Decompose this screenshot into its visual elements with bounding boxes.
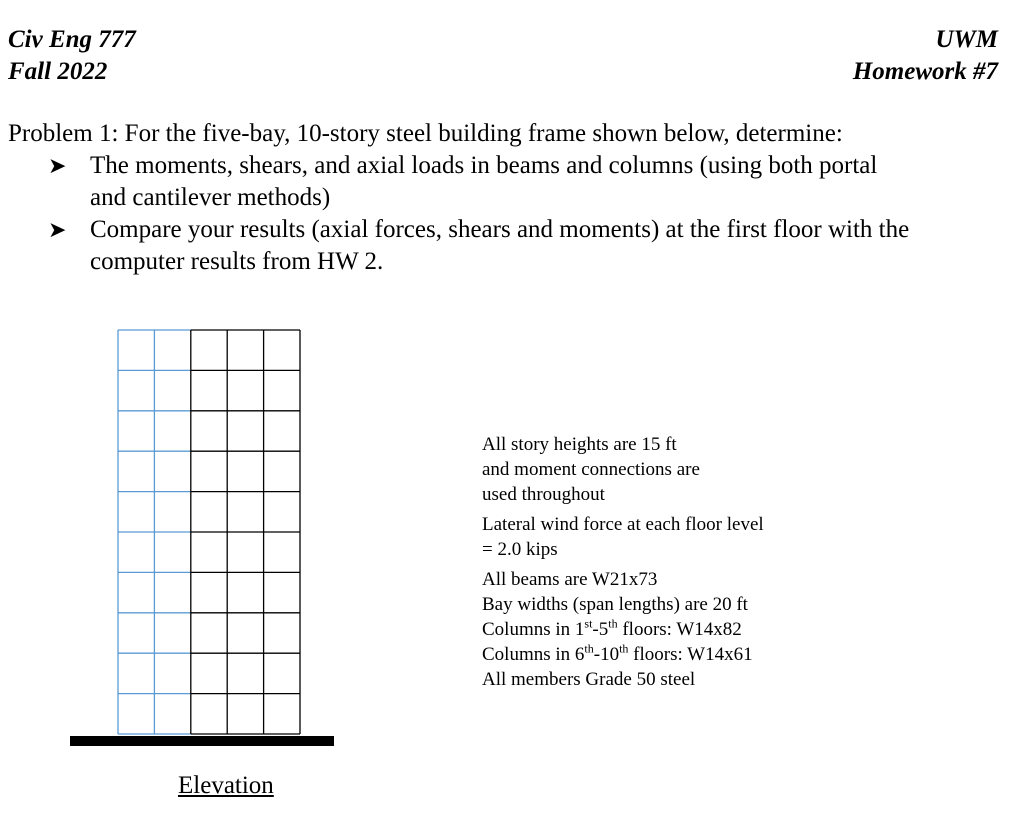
bullet-text-line1: Compare your results (axial forces, shears and moments) at the first floor with the bbox=[90, 216, 910, 243]
list-item bbox=[8, 214, 998, 278]
note-members bbox=[482, 567, 862, 692]
header-left bbox=[8, 24, 136, 88]
school-name: UWM bbox=[935, 26, 998, 53]
note-bay-widths: Bay widths (span lengths) are 20 ft bbox=[482, 594, 748, 615]
bullet-text-line2: and cantilever methods) bbox=[90, 184, 331, 211]
requirements-list bbox=[8, 150, 998, 278]
list-item bbox=[8, 150, 998, 214]
course-title: Civ Eng 777 bbox=[8, 26, 136, 53]
arrowhead-bullet-icon: ➤ bbox=[48, 153, 67, 178]
design-notes bbox=[482, 432, 862, 697]
problem-intro: Problem 1: For the five-bay, 10-story steel building frame shown below, determine: bbox=[8, 120, 843, 147]
term: Fall 2022 bbox=[8, 58, 108, 85]
note-columns-upper: Columns in 6th-10th floors: W14x61 bbox=[482, 641, 753, 665]
header-right bbox=[853, 24, 998, 88]
assignment-title: Homework #7 bbox=[852, 58, 998, 85]
arrowhead-bullet-icon: ➤ bbox=[48, 217, 67, 242]
frame-elevation-diagram bbox=[60, 320, 350, 760]
note-beams: All beams are W21x73 bbox=[482, 569, 658, 590]
note-wind-load: Lateral wind force at each floor level = 2.0 kips bbox=[482, 514, 764, 560]
bullet-text-line1: The moments, shears, and axial loads in beams and columns (using both portal bbox=[90, 152, 878, 179]
bullet-text-line2: computer results from HW 2. bbox=[90, 248, 384, 275]
elevation-caption: Elevation bbox=[178, 772, 274, 799]
ground-base bbox=[70, 736, 334, 746]
frame-drawing bbox=[60, 320, 350, 760]
problem-statement bbox=[8, 118, 998, 278]
note-columns-lower: Columns in 1st-5th floors: W14x82 bbox=[482, 616, 742, 640]
note-grade: All members Grade 50 steel bbox=[482, 669, 696, 690]
note-story-heights: All story heights are 15 ft and moment connections are used throughout bbox=[482, 434, 700, 505]
